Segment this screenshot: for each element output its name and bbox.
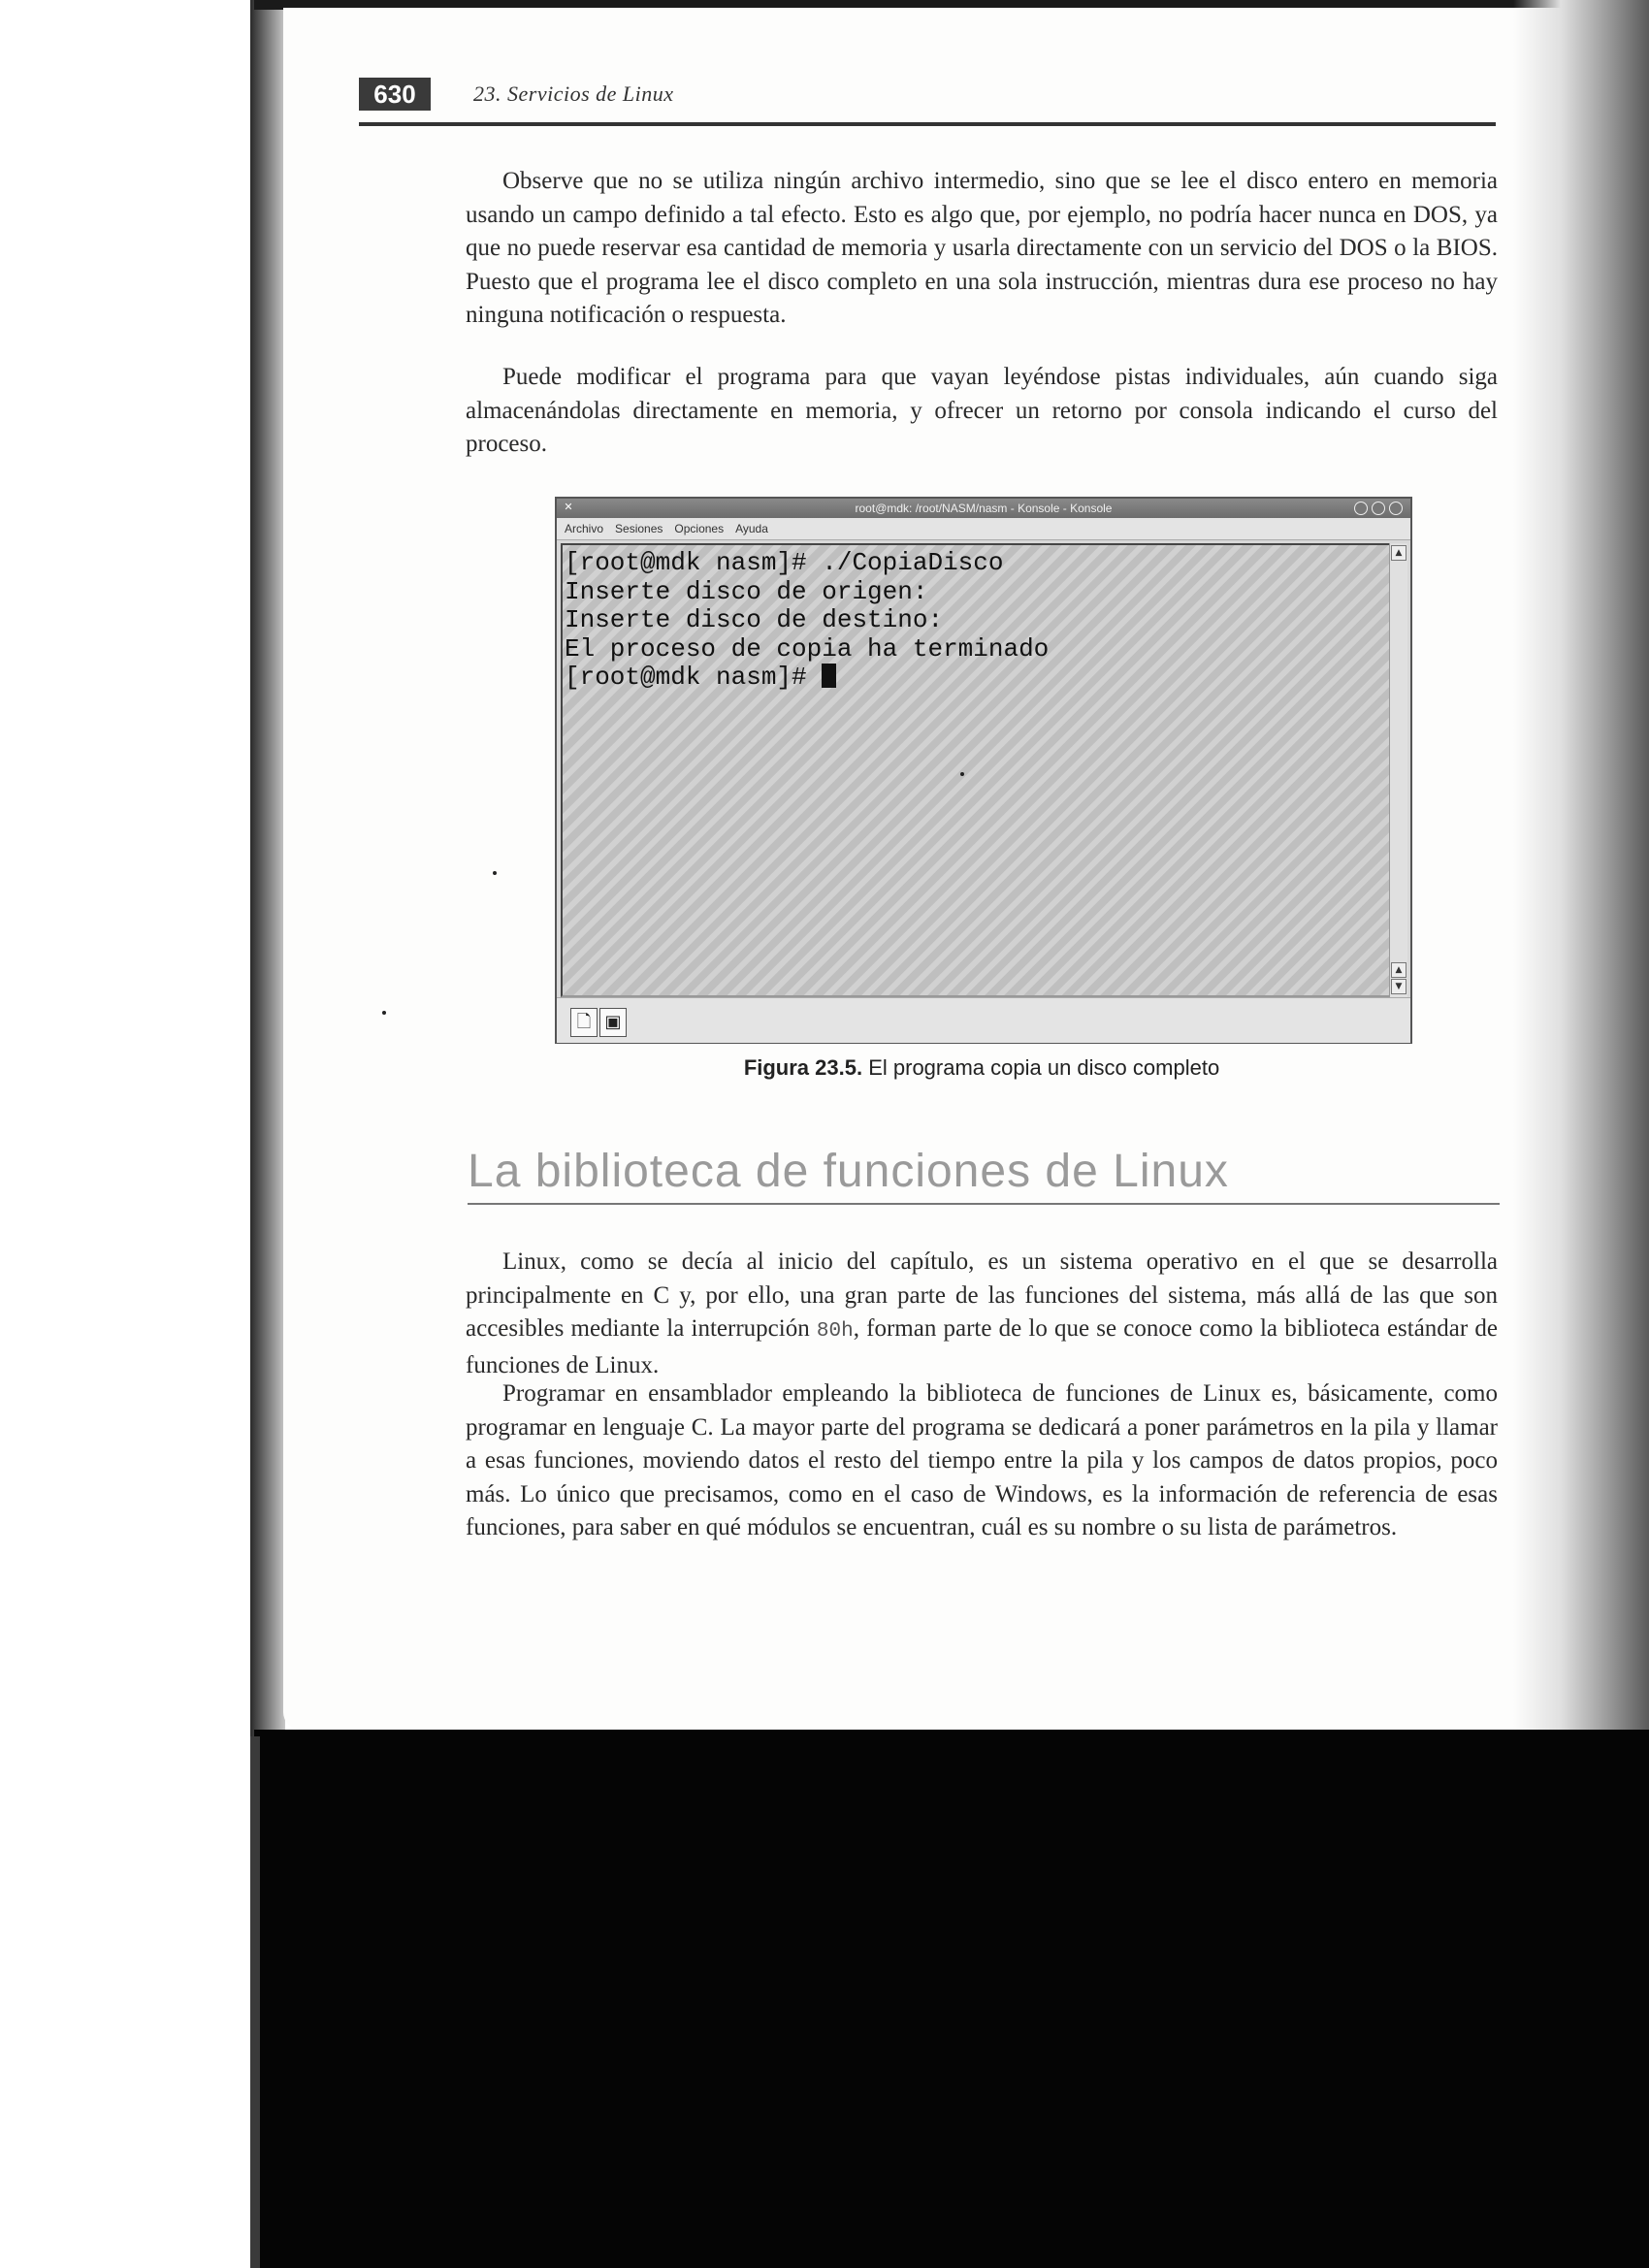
section-heading: La biblioteca de funciones de Linux	[468, 1146, 1229, 1197]
menu-opciones[interactable]: Opciones	[674, 522, 725, 535]
terminal-output	[563, 549, 1049, 693]
paragraph	[466, 1246, 1498, 1382]
scan-speck	[493, 871, 497, 875]
inline-code: 80h	[816, 1320, 854, 1343]
window-title: root@mdk: /root/NASM/nasm - Konsole - Konsole	[855, 502, 1113, 515]
running-header	[359, 78, 1496, 126]
konsole-icon[interactable]: ▣	[599, 1008, 627, 1037]
window-titlebar	[557, 499, 1410, 518]
section-rule	[468, 1203, 1500, 1205]
terminal-line: [root@mdk nasm]# ./CopiaDisco	[565, 548, 1004, 577]
scroll-down-icon[interactable]: ▼	[1391, 979, 1406, 994]
terminal-prompt: [root@mdk nasm]#	[565, 663, 823, 692]
scanner-background	[254, 1730, 1649, 2268]
paragraph-text: , forman parte de lo que se conoce como la biblioteca estándar de funciones de Linux.	[466, 1315, 1498, 1378]
terminal-prompt-line	[563, 664, 1049, 693]
menu-sesiones[interactable]: Sesiones	[615, 522, 663, 535]
scan-speck	[960, 772, 964, 776]
paragraph: Puede modificar el programa para que vayan leyéndose pistas individuales, aún cuando siga almacenándolas directamente en memoria, y ofrecer un retorno por consola indicando el curso del proceso.	[466, 364, 1498, 457]
scan-speck	[382, 1011, 386, 1015]
close-icon[interactable]: ✕	[564, 501, 573, 513]
page-curl-shadow	[1513, 0, 1649, 1736]
session-tabbar	[557, 997, 1410, 1043]
text-cursor	[822, 664, 836, 688]
paragraph-text: Linux, como se decía al inicio del capítulo, es un sistema operativo en el que se desarrolla principalmente en C y, por ello, una gran parte de las funciones del sistema, más allá de las que son accesibles mediante la interrupción	[466, 1248, 1498, 1342]
new-session-icon[interactable]: 🗋	[570, 1008, 598, 1037]
scan-margin	[0, 0, 254, 2268]
menu-archivo[interactable]: Archivo	[565, 522, 604, 535]
terminal-line: Inserte disco de origen:	[565, 576, 928, 606]
vertical-scrollbar[interactable]	[1389, 543, 1407, 997]
terminal-line: Inserte disco de destino:	[565, 605, 944, 634]
book-spine-shadow	[250, 0, 285, 1736]
paragraph: Observe que no se utiliza ningún archivo intermedio, sino que se lee el disco entero en memoria usando un campo definido a tal efecto. Esto es algo que, por ejemplo, no podría hacer nunca en DOS, ya que no puede reservar esa cantidad de memoria y usarla directamente con un servicio del DOS o la BIOS. Puesto que el programa lee el disco completo en una sola instrucción, mientras dura ese proceso no hay ninguna notificación o respuesta.	[466, 168, 1498, 328]
terminal-screen[interactable]	[561, 543, 1391, 997]
konsole-window	[555, 497, 1412, 1044]
menu-ayuda[interactable]: Ayuda	[735, 522, 768, 535]
figure-caption-text: El programa copia un disco completo	[862, 1055, 1220, 1080]
scroll-up-icon[interactable]: ▲	[1391, 545, 1406, 561]
page-number: 630	[359, 78, 431, 111]
scroll-up-icon[interactable]: ▲	[1391, 962, 1406, 978]
menu-bar	[557, 518, 1410, 540]
scan-bottom-edge	[250, 1736, 260, 2268]
paragraph: Programar en ensamblador empleando la biblioteca de funciones de Linux es, básicamente, como programar en lenguaje C. La mayor parte del programa se dedicará a poner parámetros en la pila y llamar a esas funciones, moviendo datos el resto del tiempo entre la pila y los campos de datos propios, poco más. Lo único que precisamos, como en el caso de Windows, es la información de referencia de esas funciones, para saber en qué módulos se encuentran, cuál es su nombre o su lista de parámetros.	[466, 1380, 1498, 1540]
chapter-title: 23. Servicios de Linux	[473, 81, 674, 106]
terminal-line: El proceso de copia ha terminado	[565, 633, 1050, 664]
maximize-icon[interactable]	[1389, 502, 1403, 515]
sticky-icon[interactable]	[1354, 502, 1368, 515]
figure-label: Figura 23.5.	[743, 1055, 863, 1080]
figure-caption	[555, 1055, 1408, 1081]
minimize-icon[interactable]	[1372, 502, 1385, 515]
